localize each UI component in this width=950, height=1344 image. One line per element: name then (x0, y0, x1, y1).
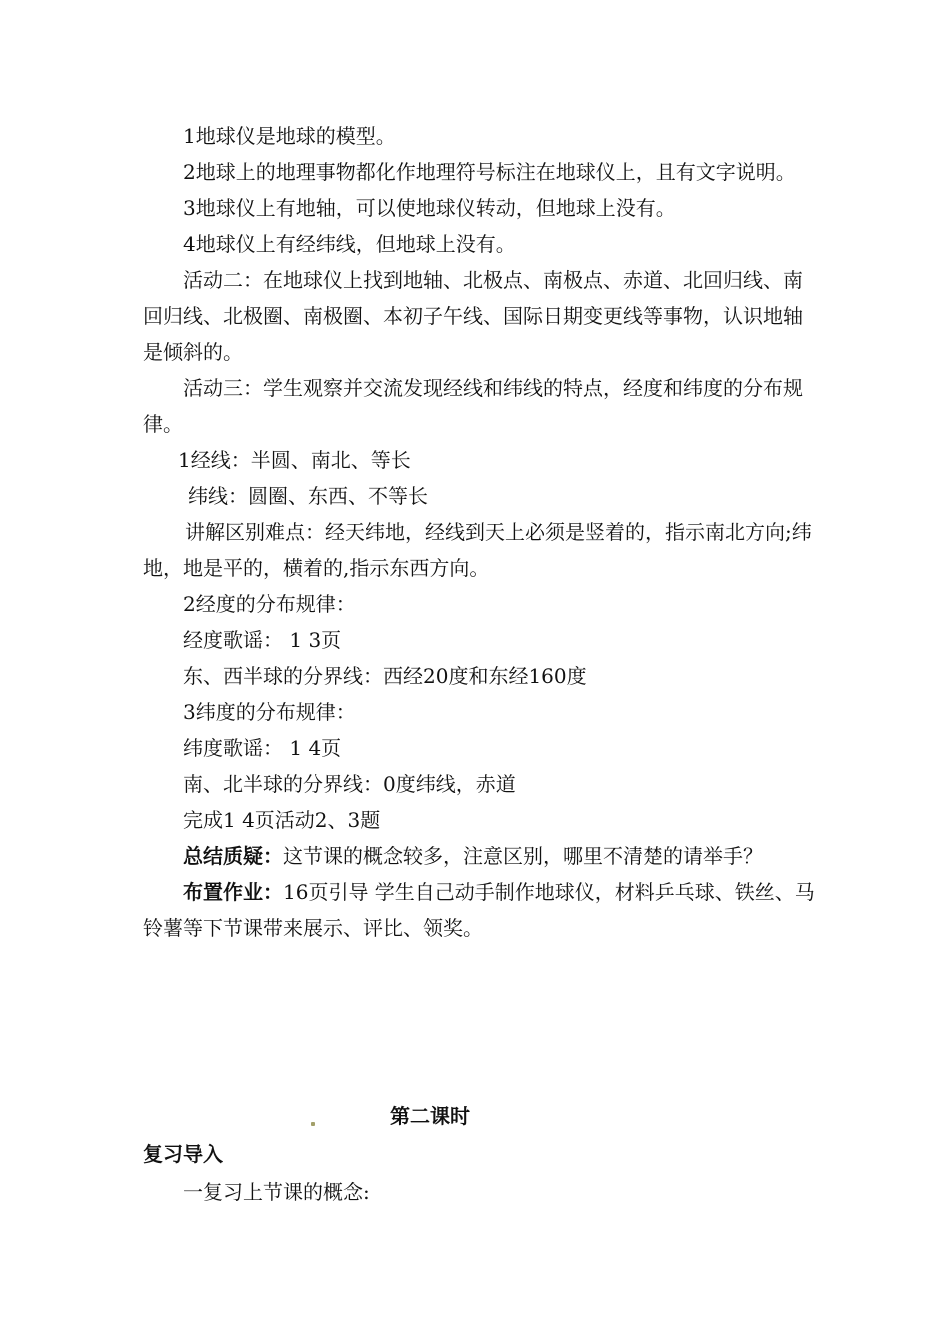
paragraph-east-west-boundary: 东、西半球的分界线：西经20度和东经160度 (183, 664, 587, 688)
summary-text: 这节课的概念较多，注意区别，哪里不清楚的请举手？ (283, 844, 763, 868)
paragraph-longitude-song: 经度歌谣： 1 3页 (183, 628, 342, 652)
paragraph-north-south-boundary: 南、北半球的分界线：0度纬线，赤道 (183, 772, 516, 796)
paragraph-latitude-song: 纬度歌谣： 1 4页 (183, 736, 342, 760)
paragraph-4: 4地球仪上有经纬线，但地球上没有。 (183, 232, 516, 256)
homework-label: 布置作业： (183, 880, 283, 904)
paragraph-2: 2地球上的地理事物都化作地理符号标注在地球仪上，且有文字说明。 (183, 160, 796, 184)
paragraph-difficulty: 讲解区别难点：经天纬地，经线到天上必须是竖着的，指示南北方向;纬地，地是平的，横着的,指示东西方向。 (143, 520, 812, 580)
paragraph-activity-3: 活动三：学生观察并交流发现经线和纬线的特点，经度和纬度的分布规律。 (143, 376, 803, 436)
section-heading: 复习导入 (143, 1142, 223, 1166)
homework-text: 16页引导 学生自己动手制作地球仪，材料乒乓球、铁丝、马铃薯等下节课带来展示、评比、领奖。 (143, 880, 815, 940)
paragraph-homework (143, 874, 815, 946)
paragraph-summary (143, 838, 815, 874)
paragraph-longitude-rule: 2经度的分布规律： (183, 592, 356, 616)
paragraph-latitude-rule: 3纬度的分布规律： (183, 700, 356, 724)
document-body (143, 118, 815, 946)
paragraph-activity-2: 活动二：在地球仪上找到地轴、北极点、南极点、赤道、北回归线、南回归线、北极圈、南极圈、本初子午线、国际日期变更线等事物，认识地轴是倾斜的。 (143, 268, 803, 364)
summary-label: 总结质疑： (183, 844, 283, 868)
lesson-title: 第二课时 (390, 1104, 470, 1128)
section-line: 一复习上节课的概念: (183, 1180, 370, 1204)
paragraph-meridian: 1经线：半圆、南北、等长 (178, 448, 411, 472)
paragraph-complete-activity: 完成1 4页活动2、3题 (183, 808, 381, 832)
paragraph-3: 3地球仪上有地轴，可以使地球仪转动，但地球上没有。 (183, 196, 676, 220)
paragraph-parallel: 纬线：圆圈、东西、不等长 (188, 484, 428, 508)
paragraph-1: 1地球仪是地球的模型。 (183, 124, 396, 148)
stray-dot-mark (311, 1122, 315, 1126)
